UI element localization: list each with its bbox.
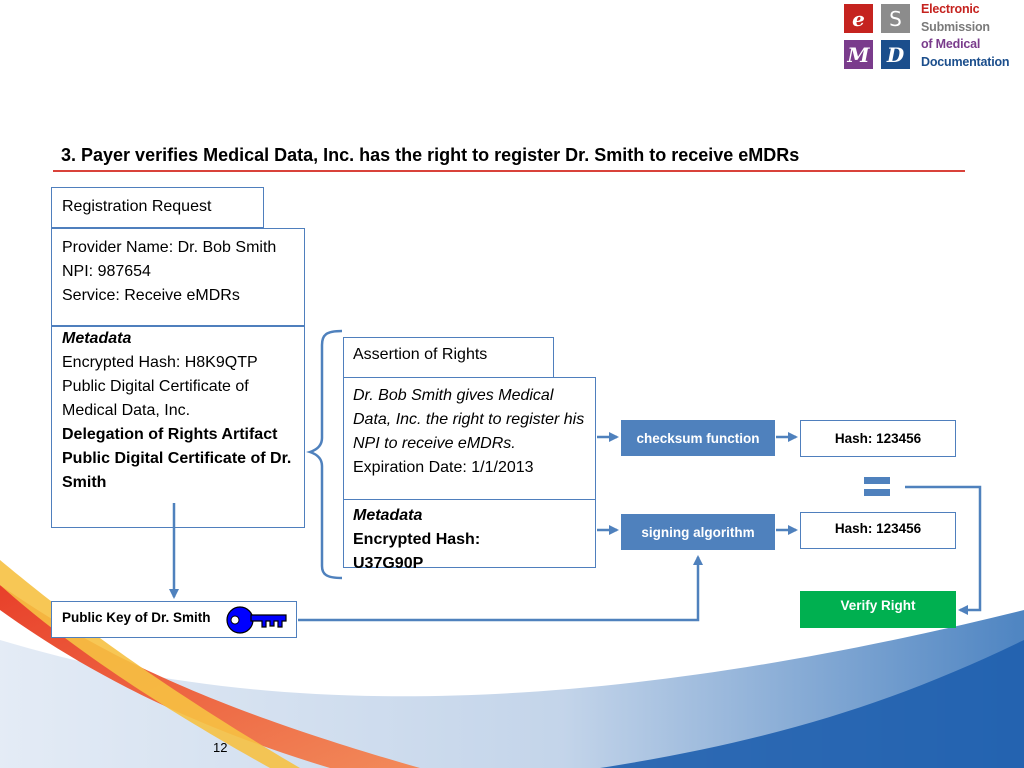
logo-line-electronic: Electronic [921, 2, 980, 16]
assertion-of-rights-header [343, 337, 554, 378]
registration-metadata-label: Metadata [62, 330, 132, 347]
logo-line-submission: Submission [921, 19, 990, 34]
logo-line-of-medical: of Medical [921, 37, 981, 51]
assertion-statement-box [343, 377, 596, 500]
title-underline [53, 170, 965, 172]
provider-service: Service: Receive eMDRs [62, 287, 240, 304]
provider-details-box [51, 228, 305, 326]
assertion-encrypted-hash-label: Encrypted Hash: [353, 531, 481, 548]
signing-hash-box: Hash: 123456 [800, 512, 956, 549]
registration-request-label: Registration Request [62, 198, 212, 215]
registration-metadata-box [51, 326, 305, 528]
page-number: 12 [213, 740, 228, 755]
registration-request-header [51, 187, 264, 228]
registration-encrypted-hash: Encrypted Hash: H8K9QTP [62, 354, 258, 371]
assertion-expiration-date: Expiration Date: 1/1/2013 [353, 459, 534, 476]
checksum-hash-box: Hash: 123456 [800, 420, 956, 457]
verify-right-button[interactable]: Verify Right [800, 591, 956, 628]
public-key-box [51, 601, 297, 638]
assertion-metadata-box [343, 499, 596, 572]
logo-line-documentation: Documentation [921, 54, 1010, 69]
provider-name: Provider Name: Dr. Bob Smith [62, 239, 277, 256]
logo-tile-d: D [881, 40, 910, 69]
assertion-statement: Dr. Bob Smith gives Medical Data, Inc. the right to register his NPI to receive eMDRs. [353, 387, 585, 452]
signing-algorithm-button[interactable]: signing algorithm [621, 514, 775, 550]
slide-title: 3. Payer verifies Medical Data, Inc. has the right to register Dr. Smith to receive eMDRs [61, 145, 800, 165]
assertion-metadata-label: Metadata [353, 507, 423, 524]
delegation-of-rights-artifact: Delegation of Rights Artifact [62, 426, 278, 443]
checksum-function-button[interactable]: checksum function [621, 420, 775, 456]
logo-tile-s: S [881, 4, 910, 33]
key-icon [224, 603, 290, 637]
registration-public-certificate: Public Digital Certificate of Medical Data, Inc. [62, 378, 249, 419]
public-key-label: Public Key of Dr. Smith [62, 610, 211, 625]
assertion-of-rights-label: Assertion of Rights [353, 346, 488, 363]
equals-icon [864, 477, 890, 497]
logo-tile-m: M [844, 40, 873, 69]
logo-tile-e: e [844, 4, 873, 33]
public-certificate-dr-smith: Public Digital Certificate of Dr. Smith [62, 450, 292, 491]
logo-wordmark [921, 1, 1024, 71]
assertion-encrypted-hash-value: U37G90P [353, 555, 424, 572]
provider-npi: NPI: 987654 [62, 263, 151, 280]
